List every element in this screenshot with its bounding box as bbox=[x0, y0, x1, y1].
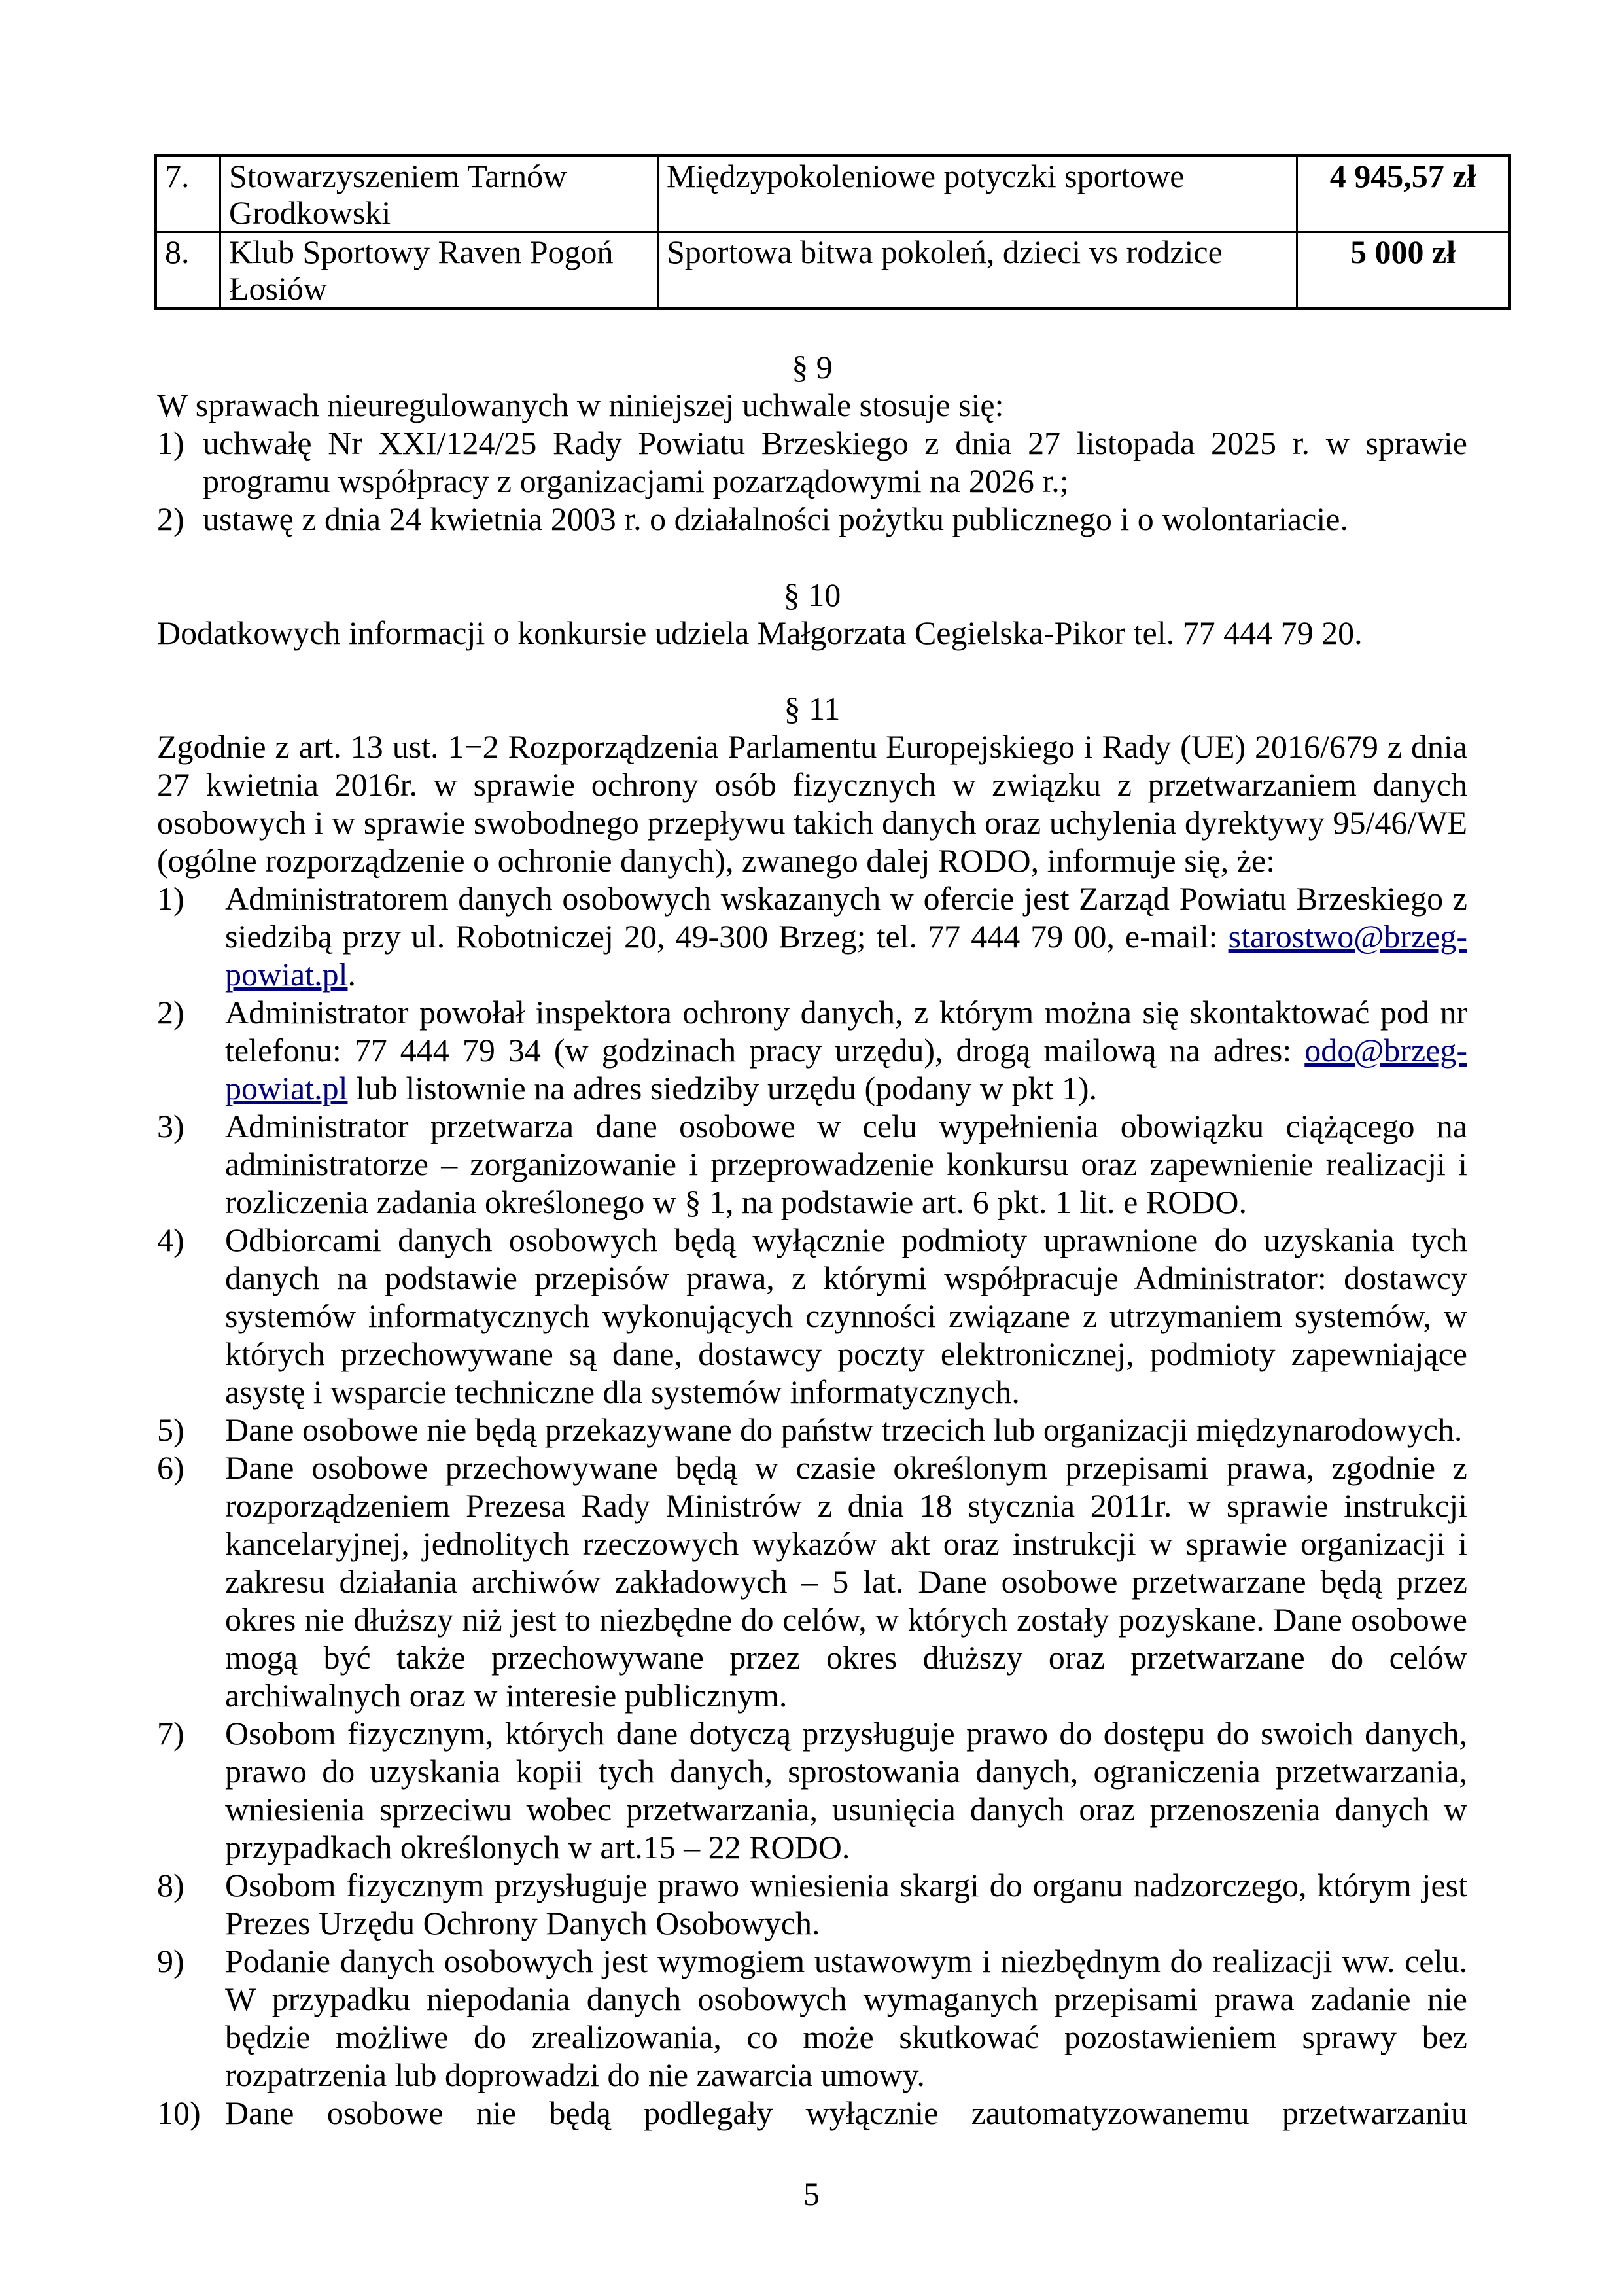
list-item-marker: 4) bbox=[157, 1222, 184, 1258]
section-9-list bbox=[157, 424, 1467, 538]
list-item bbox=[157, 1942, 1467, 2094]
list-item-marker: 5) bbox=[157, 1411, 184, 1448]
email-link-odo[interactable]: odo@brzeg-powiat.pl bbox=[225, 1032, 1467, 1106]
list-item-text: Administrator przetwarza dane osobowe w celu wypełnienia obowiązku ciążącego na administratorze – zorganizowanie i przeprowadzenie konkursu oraz zapewnienie realizacji i rozliczenia zadania określonego w § 1, na podstawie art. 6 pkt. 1 lit. e RODO. bbox=[225, 1108, 1467, 1220]
section-11-heading: § 11 bbox=[784, 690, 841, 727]
grants-table bbox=[154, 154, 1511, 310]
section-9-intro: W sprawach nieuregulowanych w niniejszej uchwale stosuje się: bbox=[157, 387, 1004, 423]
list-item-marker: 1) bbox=[157, 425, 184, 461]
list-item bbox=[157, 993, 1467, 1107]
email-link-starostwo[interactable]: starostwo@brzeg-powiat.pl bbox=[225, 918, 1467, 993]
list-item bbox=[157, 879, 1467, 993]
list-item bbox=[157, 1411, 1467, 1449]
list-item bbox=[157, 424, 1467, 500]
blank-line bbox=[157, 652, 1467, 690]
list-item-text: Podanie danych osobowych jest wymogiem ustawowym i niezbędnym do realizacji ww. celu. W przypadku niepodania danych osobowych wymaganych przepisami prawa zadanie nie będzie możliwe do zrealizowania, co może skutkować pozostawieniem sprawy bez rozpatrzenia lub doprowadzi do nie zawarcia umowy. bbox=[225, 1943, 1467, 2093]
organization-cell: Stowarzyszeniem Tarnów Grodkowski bbox=[220, 156, 658, 232]
list-item bbox=[157, 500, 1467, 538]
organization-cell: Klub Sportowy Raven Pogoń Łosiów bbox=[220, 232, 658, 309]
section-11-list bbox=[157, 879, 1467, 2132]
list-item-text: Dane osobowe przechowywane będą w czasie określonym przepisami prawa, zgodnie z rozporządzeniem Prezesa Rady Ministrów z dnia 18 stycznia 2011r. w sprawie instrukcji kancelaryjnej, jednolitych rzeczowych wykazów akt oraz instrukcji w sprawie organizacji i zakresu działania archiwów zakładowych – 5 lat. Dane osobowe przetwarzane będą przez okres nie dłuższy niż jest to niezbędne do celów, w których zostały pozyskane. Dane osobowe mogą być także przechowywane przez okres dłuższy oraz przetwarzane do celów archiwalnych oraz w interesie publicznym. bbox=[225, 1449, 1467, 1714]
list-item-marker: 2) bbox=[157, 994, 184, 1031]
section-10-heading: § 10 bbox=[783, 576, 841, 613]
list-item-marker: 1) bbox=[157, 880, 184, 917]
list-item-text: . bbox=[347, 956, 356, 993]
list-item-text: uchwałę Nr XXI/124/25 Rady Powiatu Brzeskiego z dnia 27 listopada 2025 r. w sprawie programu współpracy z organizacjami pozarządowymi na 2026 r.; bbox=[203, 425, 1467, 499]
list-item-text: Odbiorcami danych osobowych będą wyłącznie podmioty uprawnione do uzyskania tych danych na podstawie przepisów prawa, z którymi współpracuje Administrator: dostawcy systemów informatycznych wykonujących czynności związane z utrzymaniem systemów, w których przechowywane są dane, dostawcy poczty elektronicznej, podmioty zapewniające asystę i wsparcie techniczne dla systemów informatycznych. bbox=[225, 1222, 1467, 1410]
document-body bbox=[157, 348, 1467, 2132]
list-item bbox=[157, 1221, 1467, 1411]
list-item-marker: 6) bbox=[157, 1449, 184, 1486]
list-item-text: lub listownie na adres siedziby urzędu (podany w pkt 1). bbox=[347, 1070, 1098, 1106]
list-item-text: Dane osobowe nie będą przekazywane do państw trzecich lub organizacji międzynarodowych. bbox=[225, 1411, 1463, 1448]
table-row bbox=[156, 156, 1510, 232]
list-item-text: Osobom fizycznym, których dane dotyczą przysługuje prawo do dostępu do swoich danych, prawo do uzyskania kopii tych danych, sprostowania danych, ograniczenia przetwarzania, wniesienia sprzeciwu wobec przetwarzania, usunięcia danych oraz przenoszenia danych w przypadkach określonych w art.15 – 22 RODO. bbox=[225, 1715, 1467, 1865]
list-item-text: Dane osobowe nie będą podlegały wyłącznie zautomatyzowanemu przetwarzaniu bbox=[225, 2094, 1467, 2131]
project-title-cell: Międzypokoleniowe potyczki sportowe bbox=[658, 156, 1297, 232]
table-row bbox=[156, 232, 1510, 309]
list-item-text: Administratorem danych osobowych wskazanych w ofercie jest Zarząd Powiatu Brzeskiego z siedzibą przy ul. Robotniczej 20, 49-300 Brzeg; tel. 77 444 79 00, e-mail: bbox=[225, 880, 1467, 955]
section-10-text: Dodatkowych informacji o konkursie udziela Małgorzata Cegielska-Pikor tel. 77 444 79 20. bbox=[157, 614, 1363, 651]
list-item bbox=[157, 1866, 1467, 1942]
page-number: 5 bbox=[803, 2176, 820, 2212]
list-item bbox=[157, 1449, 1467, 1714]
list-item-text: Administrator powołał inspektora ochrony danych, z którym można się skontaktować pod nr telefonu: 77 444 79 34 (w godzinach pracy urzędu), drogą mailową na adres: bbox=[225, 994, 1467, 1069]
list-item-text: ustawę z dnia 24 kwietnia 2003 r. o działalności pożytku publicznego i o wolontariacie. bbox=[203, 501, 1348, 537]
list-item bbox=[157, 1107, 1467, 1221]
row-number-cell: 7. bbox=[156, 156, 220, 232]
list-item-marker: 3) bbox=[157, 1108, 184, 1144]
blank-line bbox=[157, 538, 1467, 576]
list-item-marker: 9) bbox=[157, 1943, 184, 1979]
list-item-marker: 10) bbox=[157, 2094, 201, 2131]
project-title-cell: Sportowa bitwa pokoleń, dzieci vs rodzice bbox=[658, 232, 1297, 309]
list-item-marker: 2) bbox=[157, 501, 184, 537]
list-item bbox=[157, 1714, 1467, 1866]
section-9-heading: § 9 bbox=[792, 349, 833, 385]
amount-cell: 4 945,57 zł bbox=[1297, 156, 1510, 232]
list-item-marker: 8) bbox=[157, 1867, 184, 1903]
section-11-intro: Zgodnie z art. 13 ust. 1−2 Rozporządzenia Parlamentu Europejskiego i Rady (UE) 2016/679 z dnia 27 kwietnia 2016r. w sprawie ochrony osób fizycznych w związku z przetwarzaniem danych osobowych i w sprawie swobodnego przepływu takich danych oraz uchylenia dyrektywy 95/46/WE (ogólne rozporządzenie o ochronie danych), zwanego dalej RODO, informuje się, że: bbox=[157, 728, 1467, 879]
row-number-cell: 8. bbox=[156, 232, 220, 309]
list-item bbox=[157, 2094, 1467, 2132]
list-item-text: Osobom fizycznym przysługuje prawo wniesienia skargi do organu nadzorczego, którym jest Prezes Urzędu Ochrony Danych Osobowych. bbox=[225, 1867, 1467, 1941]
list-item-marker: 7) bbox=[157, 1715, 184, 1752]
amount-cell: 5 000 zł bbox=[1297, 232, 1510, 309]
